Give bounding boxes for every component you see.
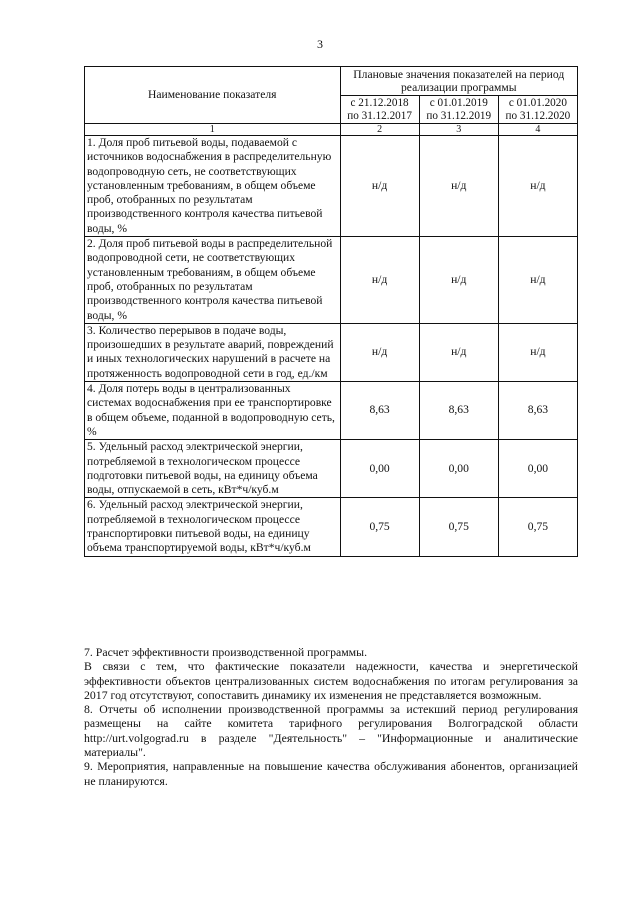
indicator-name: 5. Удельный расход электрической энергии, потребляемой в технологическом процессе подготовки питьевой воды, на единицу объема воды, отпускаемой в сеть, кВт*ч/куб.м: [85, 440, 341, 498]
indicator-value: 8,63: [419, 382, 498, 440]
indicator-value: 8,63: [498, 382, 577, 440]
column-number: 3: [419, 124, 498, 136]
table-row: [85, 237, 578, 324]
indicator-value: 0,75: [340, 498, 419, 556]
indicator-value: 0,00: [340, 440, 419, 498]
header-planned-values: Плановые значения показателей на период реализации программы: [340, 67, 577, 96]
period-1-from: с 21.12.2018: [350, 96, 409, 109]
item-7-text: В связи с тем, что фактические показатели надежности, качества и энергетической эффективности объектов централизованных систем водоснабжения по итогам регулирования за 2017 год отсутствуют, сопоставить динамику их изменения не представляется возможным.: [84, 659, 578, 702]
table-row: [85, 323, 578, 381]
table-row: [85, 440, 578, 498]
indicator-value: н/д: [340, 237, 419, 324]
header-indicator-name: Наименование показателя: [85, 67, 341, 124]
column-number: 2: [340, 124, 419, 136]
table-header-row: [85, 67, 578, 96]
indicator-value: н/д: [419, 237, 498, 324]
column-number-row: [85, 124, 578, 136]
period-1-to: по 31.12.2017: [347, 109, 412, 122]
indicator-value: 0,00: [419, 440, 498, 498]
indicator-value: н/д: [498, 237, 577, 324]
indicator-value: 0,75: [419, 498, 498, 556]
footer-notes: [84, 645, 578, 788]
indicator-value: 0,75: [498, 498, 577, 556]
indicator-value: 0,00: [498, 440, 577, 498]
indicator-value: н/д: [419, 323, 498, 381]
period-2-to: по 31.12.2019: [426, 109, 492, 122]
indicator-name: 4. Доля потерь воды в централизованных системах водоснабжения при ее транспортировке в общем объеме, поданной в водопроводную сеть, %: [85, 382, 341, 440]
indicator-name: 1. Доля проб питьевой воды, подаваемой с источников водоснабжения в распределительную водопроводную сеть, не соответствующих установленным требованиям, в общем объеме проб, отобранных по результатам производственного контроля качества питьевой воды, %: [85, 136, 341, 237]
table-row: [85, 382, 578, 440]
period-3-to: по 31.12.2020: [505, 109, 571, 122]
indicator-value: н/д: [498, 136, 577, 237]
header-period-3: [498, 96, 577, 124]
indicators-table: [84, 66, 578, 557]
indicator-value: н/д: [340, 136, 419, 237]
indicator-name: 2. Доля проб питьевой воды в распределительной водопроводной сети, не соответствующих установленным требованиям, в общем объеме проб, отобранных по результатам производственного контроля качества питьевой воды, %: [85, 237, 341, 324]
column-number: 4: [498, 124, 577, 136]
indicator-value: н/д: [498, 323, 577, 381]
indicator-value: н/д: [340, 323, 419, 381]
indicator-name: 3. Количество перерывов в подаче воды, произошедших в результате аварий, повреждений и иных технологических нарушений в расчете на протяженность водопроводной сети в год, ед./км: [85, 323, 341, 381]
item-7-title: 7. Расчет эффективности производственной программы.: [84, 645, 368, 659]
period-2-from: с 01.01.2019: [429, 96, 488, 109]
indicator-value: 8,63: [340, 382, 419, 440]
table-row: [85, 498, 578, 556]
page-number: 3: [317, 37, 323, 51]
indicator-name: 6. Удельный расход электрической энергии, потребляемой в технологическом процессе транспортировки питьевой воды, на единицу объема транспортируемой воды, кВт*ч/куб.м: [85, 498, 341, 556]
table-row: [85, 136, 578, 237]
header-period-1: [340, 96, 419, 124]
column-number: 1: [85, 124, 341, 136]
item-9-text: 9. Мероприятия, направленные на повышение качества обслуживания абонентов, организацией не планируются.: [84, 759, 578, 788]
period-3-from: с 01.01.2020: [508, 96, 567, 109]
header-period-2: [419, 96, 498, 124]
item-8-text: 8. Отчеты об исполнении производственной программы за истекший период регулирования размещены на сайте комитета тарифного регулирования Волгоградской области http://urt.volgograd.ru в разделе "Деятельность" – "Информационные и аналитические материалы".: [84, 702, 578, 760]
indicator-value: н/д: [419, 136, 498, 237]
